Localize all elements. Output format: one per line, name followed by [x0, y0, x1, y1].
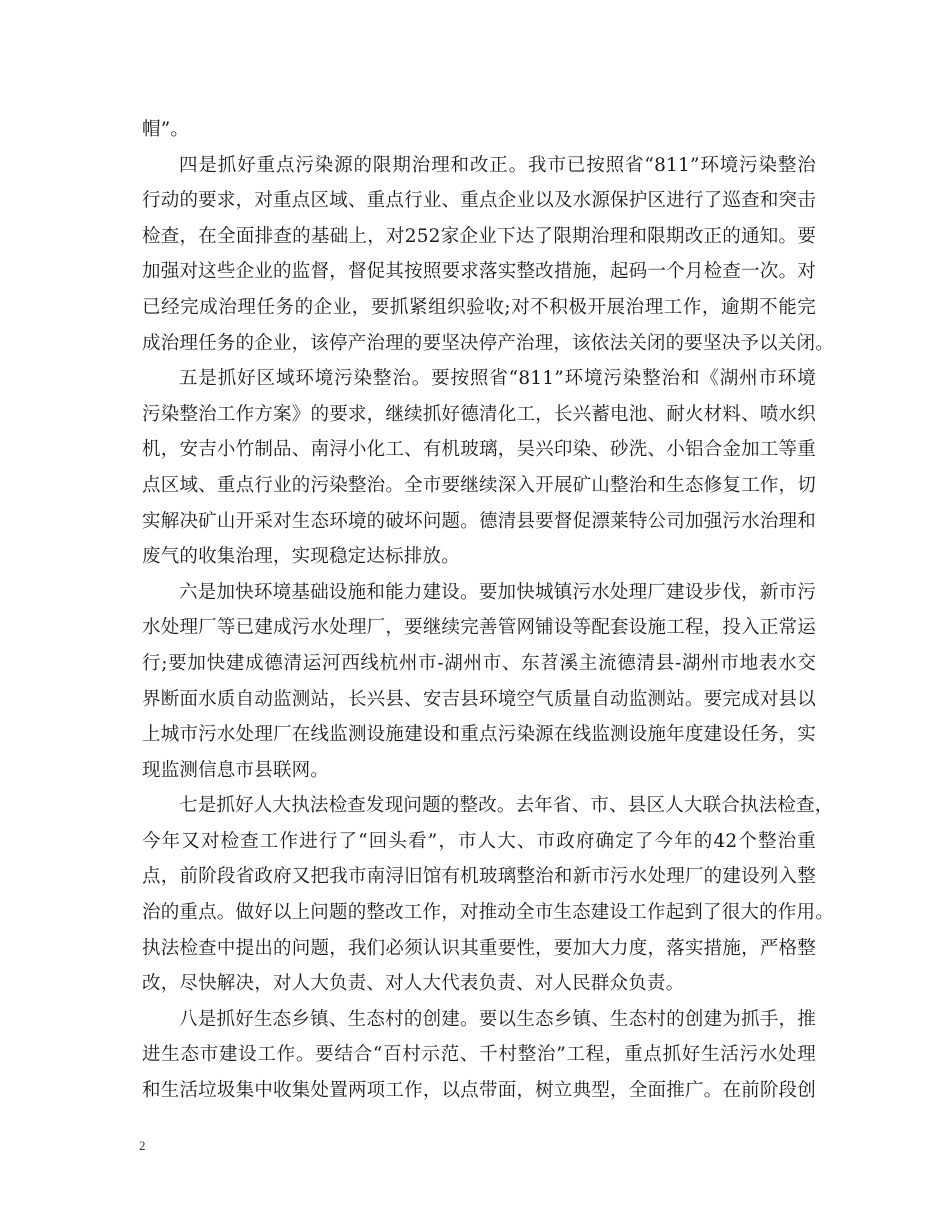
- text-line: 点，前阶段省政府又把我市南浔旧馆有机玻璃整治和新市污水处理厂的建设列入整: [142, 866, 816, 888]
- text-line: 今年又对检查工作进行了“回头看”，市人大、市政府确定了今年的42个整治重: [142, 830, 816, 852]
- text-line: 机，安吉小竹制品、南浔小化工、有机玻璃，吴兴印染、砂洗、小铝合金加工等重: [142, 439, 816, 461]
- paragraph: [142, 1002, 816, 1109]
- paragraph: [142, 575, 816, 789]
- text-line: 七是抓好人大执法检查发现问题的整改。去年省、市、县区人大联合执法检查，: [179, 795, 834, 817]
- text-line: 执法检查中提出的问题，我们必须认识其重要性，要加大力度，落实措施，严格整: [142, 937, 816, 959]
- text-line: 四是抓好重点污染源的限期治理和改正。我市已按照省“811”环境污染整治: [179, 154, 816, 176]
- paragraph: [142, 361, 816, 575]
- text-line: 改，尽快解决，对人大负责、对人大代表负责、对人民群众负责。: [142, 973, 685, 995]
- text-line: 实解决矿山开采对生态环境的破坏问题。德清县要督促漂莱特公司加强污水治理和: [142, 510, 816, 532]
- text-line: 八是抓好生态乡镇、生态村的创建。要以生态乡镇、生态村的创建为抓手，推: [179, 1008, 816, 1030]
- paragraph: [142, 148, 834, 362]
- text-line: 界断面水质自动监测站，长兴县、安吉县环境空气质量自动监测站。要完成对县以: [142, 688, 816, 710]
- page-number: 2: [139, 1138, 146, 1153]
- paragraph: [142, 788, 834, 1002]
- text-line: 行;要加快建成德清运河西线杭州市-湖州市、东苕溪主流德清县-湖州市地表水交: [142, 652, 816, 674]
- text-line: 废气的收集治理，实现稳定达标排放。: [142, 546, 460, 568]
- text-line: 水处理厂等已建成污水处理厂，要继续完善管网铺设等配套设施工程，投入正常运: [142, 617, 816, 639]
- text-line: 帽”。: [142, 119, 190, 140]
- text-line: 上城市污水处理厂在线监测设施建设和重点污染源在线监测设施年度建设任务，实: [142, 724, 816, 746]
- text-line: 检查，在全面排查的基础上，对252家企业下达了限期治理和限期改正的通知。要: [142, 225, 816, 247]
- text-line: 污染整治工作方案》的要求，继续抓好德清化工，长兴蓄电池、耐火材料、喷水织: [142, 403, 816, 425]
- text-line: 行动的要求，对重点区域、重点行业、重点企业以及水源保护区进行了巡查和突击: [142, 190, 816, 212]
- text-line: 现监测信息市县联网。: [142, 759, 330, 781]
- text-line: 加强对这些企业的监督，督促其按照要求落实整改措施，起码一个月检查一次。对: [142, 261, 816, 283]
- text-line: 点区域、重点行业的污染整治。全市要继续深入开展矿山整治和生态修复工作，切: [142, 474, 816, 496]
- text-line: 已经完成治理任务的企业，要抓紧组织验收;对不积极开展治理工作，逾期不能完: [142, 296, 816, 318]
- text-line: 进生态市建设工作。要结合“百村示范、千村整治”工程，重点抓好生活污水处理: [142, 1044, 816, 1066]
- text-line: 和生活垃圾集中收集处置两项工作，以点带面，树立典型，全面推广。在前阶段创: [142, 1080, 816, 1102]
- text-line: 五是抓好区域环境污染整治。要按照省“811”环境污染整治和《湖州市环境: [179, 368, 816, 390]
- text-line: 成治理任务的企业，该停产治理的要坚决停产治理，该依法关闭的要坚决予以关闭。: [142, 332, 834, 354]
- text-line: 治的重点。做好以上问题的整改工作，对推动全市生态建设工作起到了很大的作用。: [142, 902, 834, 924]
- paragraph: [142, 112, 816, 148]
- text-line: 六是加快环境基础设施和能力建设。要加快城镇污水处理厂建设步伐，新市污: [179, 581, 816, 603]
- document-body: [142, 112, 834, 1109]
